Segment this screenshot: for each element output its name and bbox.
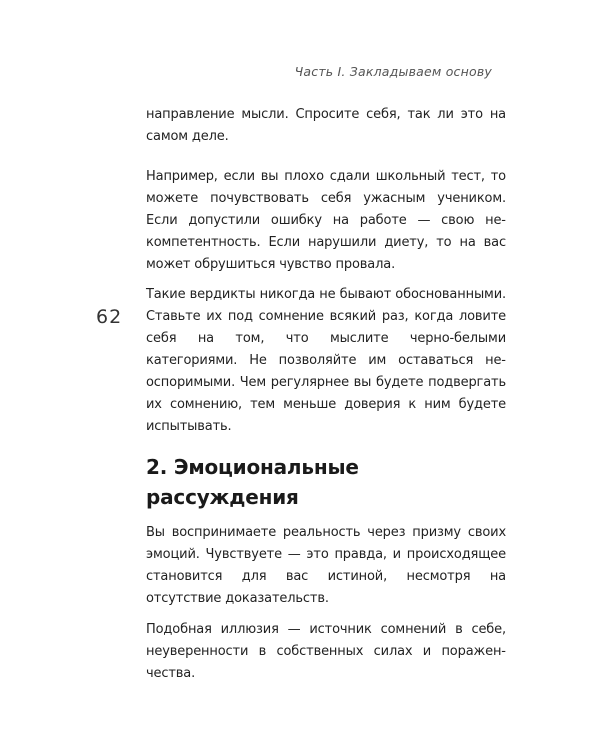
page-number: 62 [96,306,123,328]
paragraph-illusion: Подобная иллюзия — источник сомнений в себе, неуверенности в собственных силах и пораженчества. [146,622,506,681]
section-heading: 2. Эмоциональные рассуждения [146,455,359,509]
paragraph-example: Например, если вы плохо сдали школьный тест, то можете почувствовать себя ужасным учеником. Если допустили ошибку на работе — свою некомпетентность. Если нарушили диету, то на вас может обрушиться чувство провала. [146,169,506,272]
running-head: Часть I. Закладываем основу [294,64,492,79]
paragraph-continuation: направление мысли. Спросите себя, так ли это на самом деле. [146,107,506,144]
paragraph-verdicts: Такие вердикты никогда не бывают обоснованными. Ставьте их под сомнение всякий раз, когда ловите себя на том, что мыслите черно-белыми категориями. Не позволяйте им оставаться неоспоримыми. Чем регулярнее вы будете подвергать их сомнению, тем меньше доверия к ним будете испытывать. [146,287,506,434]
paragraph-emotional-reasoning: Вы воспринимаете реальность через призму своих эмоций. Чувствуете — это правда, и происходящее становится для вас истиной, несмотря на отсутствие доказательств. [146,525,506,606]
